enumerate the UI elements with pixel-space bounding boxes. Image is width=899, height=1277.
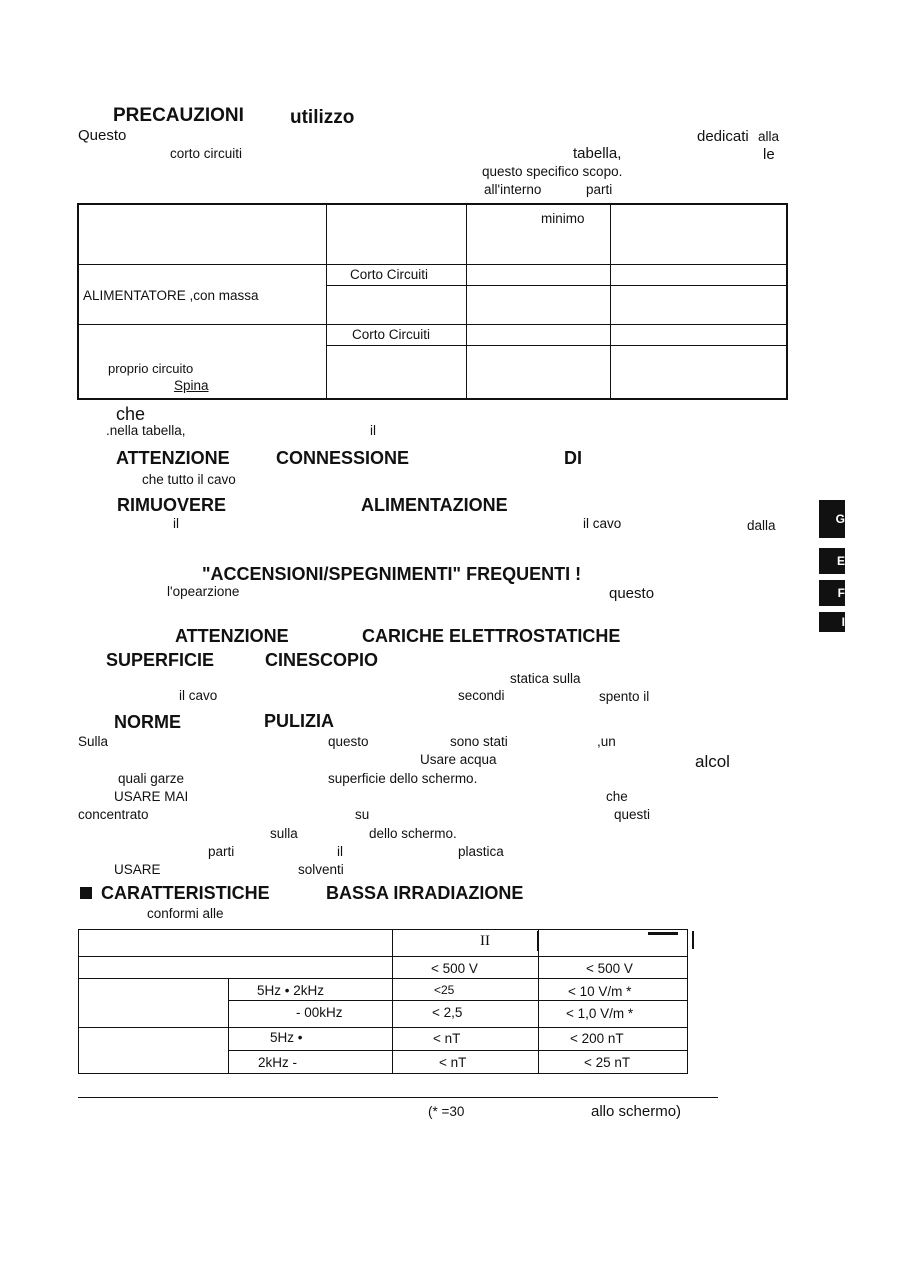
table2-cell: <25	[434, 983, 455, 997]
side-tab-label: G	[835, 512, 845, 526]
table2-right	[687, 929, 688, 1074]
text: .nella tabella,	[106, 423, 186, 438]
table2-cell: < 10 V/m *	[568, 984, 632, 999]
text: superficie dello schermo.	[328, 771, 478, 786]
text: statica sulla	[510, 671, 581, 686]
heading-precauzioni: PRECAUZIONI	[113, 105, 244, 126]
table2-cell: - 00kHz	[296, 1005, 343, 1020]
table1-vline	[466, 203, 467, 400]
table2-header-mark	[692, 931, 694, 949]
text: questi	[614, 807, 651, 822]
text: parti	[586, 182, 613, 197]
footnote-text: (* =30	[428, 1104, 465, 1119]
heading-pulizia: PULIZIA	[264, 711, 334, 731]
text: dello schermo.	[369, 826, 457, 841]
text: USARE	[114, 862, 161, 877]
heading-utilizzo: utilizzo	[290, 107, 355, 128]
text: il	[370, 423, 376, 438]
side-tab-i	[819, 612, 845, 632]
table2-cell: 5Hz • 2kHz	[257, 983, 324, 998]
table2-cell: < 25 nT	[584, 1055, 631, 1070]
table1-row2-label-a: proprio circuito	[108, 361, 194, 376]
text: USARE MAI	[114, 789, 189, 804]
text: ,un	[597, 734, 616, 749]
table1-hline	[326, 345, 788, 346]
text: le	[763, 146, 775, 163]
heading-connessione: CONNESSIONE	[276, 448, 410, 468]
side-tab-f	[819, 580, 845, 606]
text: questo	[328, 734, 369, 749]
text: concentrato	[78, 807, 149, 822]
text: dalla	[747, 518, 776, 533]
text: conformi alle	[147, 906, 224, 921]
heading-accensioni: "ACCENSIONI/SPEGNIMENTI" FREQUENTI !	[202, 564, 582, 584]
heading-caratteristiche: CARATTERISTICHE	[101, 883, 270, 903]
table1-row2-label-b: Spina	[174, 378, 209, 393]
table1-row1-label: ALIMENTATORE ,con massa	[83, 288, 259, 303]
text: spento il	[599, 689, 650, 704]
text: che tutto il cavo	[142, 472, 236, 487]
footnote-rule	[78, 1097, 718, 1098]
heading-attenzione: ATTENZIONE	[116, 448, 230, 468]
table1-header-minimo: minimo	[541, 211, 585, 226]
text: Usare acqua	[420, 752, 497, 767]
side-tab-label: I	[841, 615, 845, 629]
table2-header-col2: II	[480, 933, 490, 949]
heading-norme: NORME	[114, 712, 181, 732]
table1-right	[786, 203, 788, 400]
table2-cell: < 2,5	[432, 1005, 463, 1020]
table2-vline	[392, 929, 393, 1074]
table2-cell: 5Hz •	[270, 1030, 303, 1045]
table2-hline	[228, 1000, 688, 1001]
table2-cell: 2kHz -	[258, 1055, 298, 1070]
side-tab-label: E	[836, 554, 845, 568]
table1-hline	[77, 264, 788, 265]
table1-hline	[77, 324, 788, 325]
text: alcol	[695, 752, 730, 771]
table2-hline	[78, 1027, 688, 1028]
side-tab-g	[819, 500, 845, 538]
heading-attenzione-2: ATTENZIONE	[175, 626, 289, 646]
text: che	[116, 404, 146, 424]
text: secondi	[458, 688, 505, 703]
table2-hline	[78, 978, 688, 979]
text: sono stati	[450, 734, 508, 749]
table2-cell: < 500 V	[586, 961, 633, 976]
table2-hline	[78, 956, 688, 957]
text: Sulla	[78, 734, 109, 749]
text: questo specifico scopo.	[482, 164, 623, 179]
table2-top	[78, 929, 688, 930]
heading-alimentazione: ALIMENTAZIONE	[361, 495, 508, 515]
table1-cc-1: Corto Circuiti	[350, 267, 429, 282]
text: l'opearzione	[167, 584, 240, 599]
heading-di: DI	[564, 448, 582, 468]
table1-cc-2: Corto Circuiti	[352, 327, 431, 342]
table2-cell: < 1,0 V/m *	[566, 1006, 634, 1021]
text: Questo	[78, 127, 127, 144]
heading-cinescopio: CINESCOPIO	[265, 650, 379, 670]
side-tab-e	[819, 548, 845, 574]
text: il cavo	[179, 688, 218, 703]
text: questo	[609, 585, 655, 602]
text: alla	[758, 129, 780, 144]
bullet-square-2	[80, 887, 92, 899]
text: il	[337, 844, 343, 859]
text: quali garze	[118, 771, 185, 786]
text: corto circuiti	[170, 146, 243, 161]
table2-header-mark	[648, 932, 678, 935]
text: sulla	[270, 826, 298, 841]
text: solventi	[298, 862, 344, 877]
text: dedicati	[697, 128, 749, 145]
table2-cell: < 500 V	[431, 961, 478, 976]
table2-bottom	[78, 1073, 688, 1074]
text: tabella,	[573, 145, 622, 162]
table2-vline	[228, 978, 229, 1074]
table1-top	[77, 203, 788, 205]
table1-vline	[326, 203, 327, 400]
table2-cell: < nT	[439, 1055, 467, 1070]
heading-bassa-irradiazione: BASSA IRRADIAZIONE	[326, 883, 524, 903]
table1-hline	[326, 285, 788, 286]
text: plastica	[458, 844, 504, 859]
table2-cell: < nT	[433, 1031, 461, 1046]
table2-left	[78, 929, 79, 1074]
text: all'interno	[484, 182, 542, 197]
table1-left	[77, 203, 79, 400]
text: il cavo	[583, 516, 622, 531]
heading-rimuovere: RIMUOVERE	[117, 495, 227, 515]
footnote-text: allo schermo)	[591, 1103, 682, 1120]
side-tab-label: F	[837, 586, 845, 600]
table2-hline	[228, 1050, 688, 1051]
text: che	[606, 789, 628, 804]
table2-header-mark	[537, 931, 539, 951]
table2-cell: < 200 nT	[570, 1031, 624, 1046]
table1-bottom	[77, 398, 788, 400]
heading-superficie: SUPERFICIE	[106, 650, 215, 670]
text: il	[173, 516, 179, 531]
text: su	[355, 807, 370, 822]
heading-cariche: CARICHE ELETTROSTATICHE	[362, 626, 621, 646]
table1-vline	[610, 203, 611, 400]
text: parti	[208, 844, 235, 859]
